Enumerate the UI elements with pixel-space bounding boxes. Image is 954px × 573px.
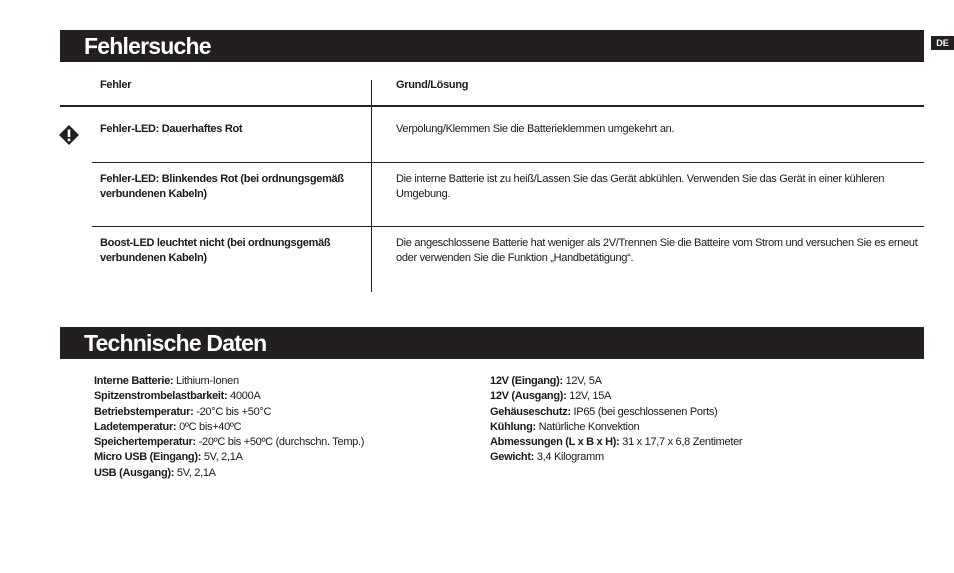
section-header-specs: [60, 327, 924, 359]
table-row-2-problem: Fehler-LED: Blinkendes Rot (bei ordnungsgemäß verbundenen Kabeln): [100, 173, 344, 200]
spec-item: [94, 420, 364, 435]
spec-label: Betriebstemperatur:: [94, 405, 194, 418]
spec-label: Speichertemperatur:: [94, 436, 196, 449]
specs-list-left: [94, 374, 364, 481]
table-row-3-problem: Boost-LED leuchtet nicht (bei ordnungsgemäß verbundenen Kabeln): [100, 237, 331, 264]
table-row-1-problem: Fehler-LED: Dauerhaftes Rot: [100, 123, 243, 135]
header-rule: [60, 105, 924, 107]
spec-value: 5V, 2,1A: [176, 466, 216, 479]
spec-value: -20ºC bis +50ºC (durchschn. Temp.): [198, 436, 365, 449]
spec-label: 12V (Ausgang):: [490, 390, 567, 403]
section-title: Technische Daten: [84, 329, 267, 356]
spec-item: [490, 450, 742, 465]
specs-list-right: [490, 374, 742, 466]
table-row-2-solution: Die interne Batterie ist zu heiß/Lassen Sie das Gerät abkühlen. Verwenden Sie das Gerät in einer kühleren Umgebung.: [396, 173, 885, 200]
table-row-3-solution: Die angeschlossene Batterie hat weniger als 2V/Trennen Sie die Batteire vom Strom und versuchen Sie es erneut oder verwenden Sie die Funktion „Handbetätigung“.: [396, 237, 918, 264]
warning-icon: [58, 124, 80, 146]
spec-value: 4000A: [230, 390, 261, 403]
spec-value: 31 x 17,7 x 6,8 Zentimeter: [622, 436, 743, 449]
spec-value: 12V, 5A: [565, 375, 602, 387]
spec-value: Natürliche Konvektion: [538, 420, 640, 433]
spec-item: [490, 374, 742, 389]
column-header-solution: Grund/Lösung: [396, 79, 469, 91]
spec-label: USB (Ausgang):: [94, 466, 175, 479]
spec-item: [94, 374, 364, 389]
column-divider: [371, 80, 372, 292]
spec-item: [94, 405, 364, 420]
spec-value: -20°C bis +50°C: [196, 405, 272, 418]
spec-label: Ladetemperatur:: [94, 420, 177, 433]
section-header-troubleshooting: [60, 30, 924, 62]
spec-item: [490, 389, 742, 404]
spec-value: Lithium-Ionen: [176, 375, 239, 387]
spec-label: Gewicht:: [490, 451, 535, 464]
spec-label: 12V (Eingang):: [490, 375, 563, 387]
spec-value: 3,4 Kilogramm: [536, 451, 604, 464]
spec-item: [490, 405, 742, 420]
spec-label: Spitzenstrombelastbarkeit:: [94, 390, 228, 403]
spec-item: [490, 420, 742, 435]
column-header-problem: Fehler: [100, 79, 132, 91]
spec-value: 0ºC bis+40ºC: [179, 420, 242, 433]
spec-label: Gehäuseschutz:: [490, 405, 571, 418]
spec-item: [94, 435, 364, 450]
table-row-1-solution: Verpolung/Klemmen Sie die Batterieklemmen umgekehrt an.: [396, 123, 675, 135]
spec-item: [94, 466, 364, 481]
spec-value: IP65 (bei geschlossenen Ports): [573, 405, 718, 418]
spec-label: Interne Batterie:: [94, 375, 174, 387]
spec-value: 12V, 15A: [569, 390, 612, 403]
section-title: Fehlersuche: [84, 32, 211, 59]
spec-item: [490, 435, 742, 450]
row-divider: [92, 162, 924, 163]
spec-value: 5V, 2,1A: [203, 451, 243, 464]
spec-label: Kühlung:: [490, 420, 536, 433]
spec-item: [94, 450, 364, 465]
row-divider: [92, 226, 924, 227]
spec-label: Abmessungen (L x B x H):: [490, 436, 620, 449]
spec-item: [94, 389, 364, 404]
spec-label: Micro USB (Eingang):: [94, 451, 202, 464]
language-badge: DE: [931, 36, 954, 50]
